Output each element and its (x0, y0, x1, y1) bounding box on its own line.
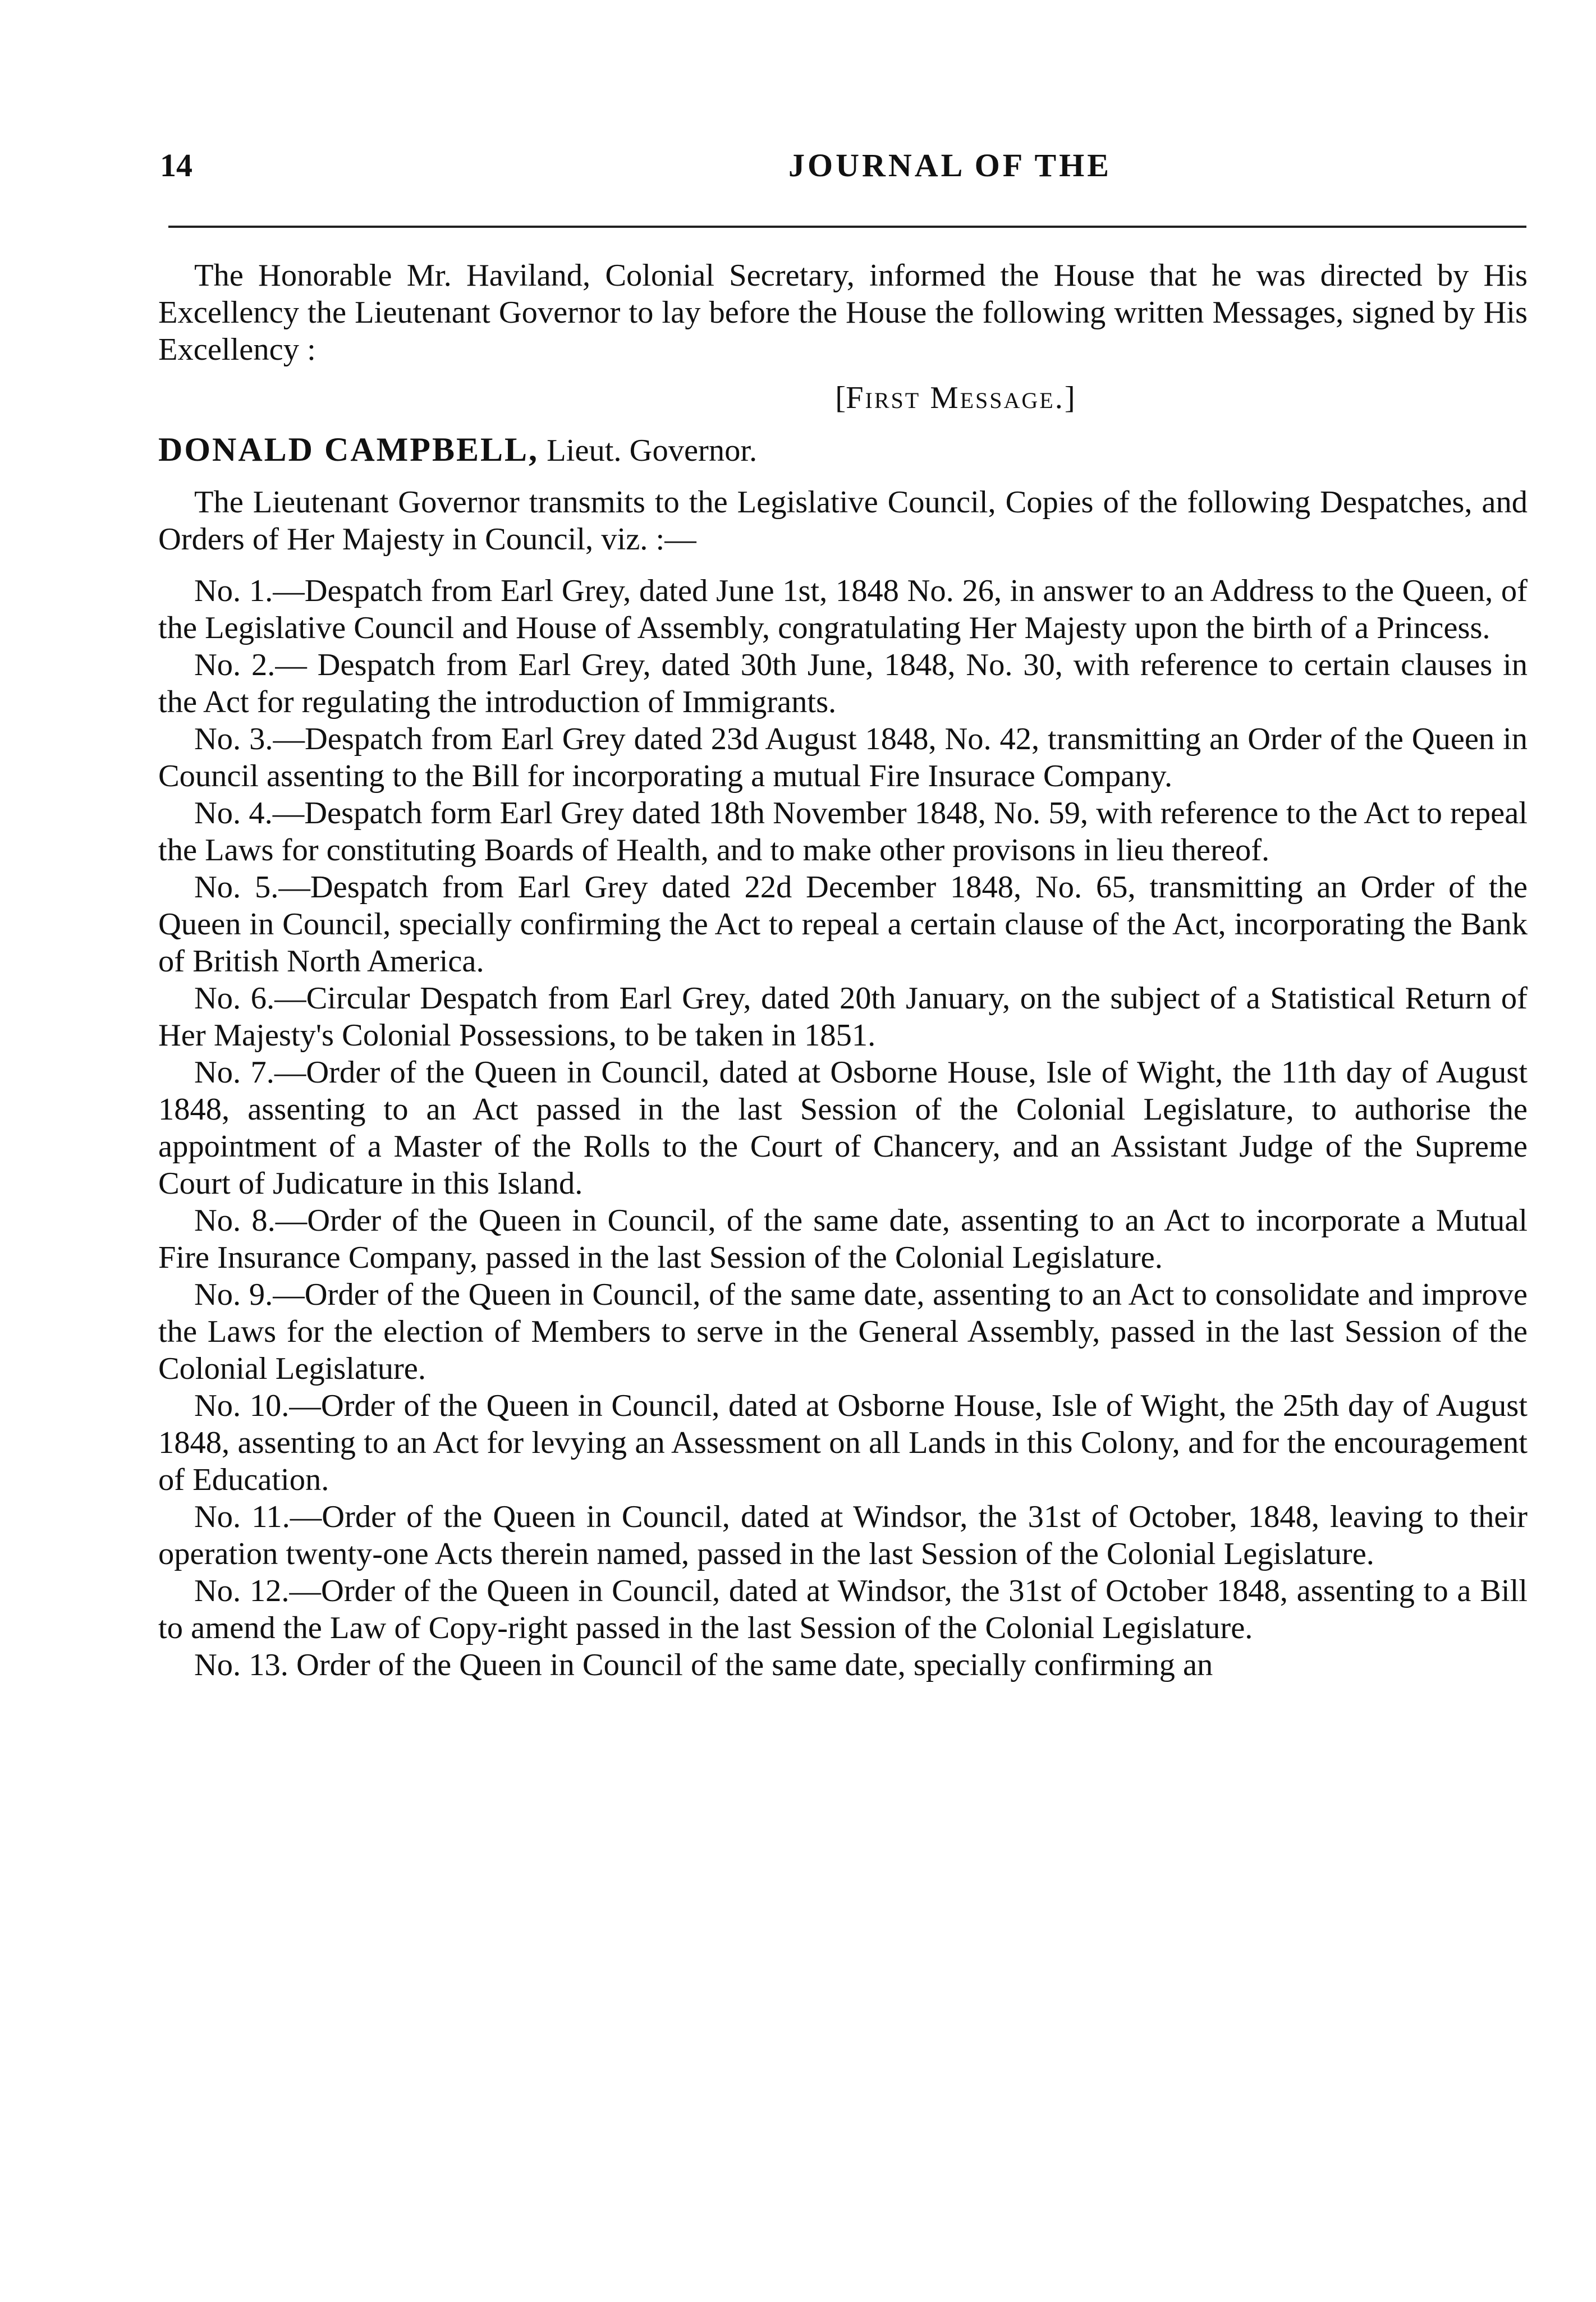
list-item: No. 1.—Despatch from Earl Grey, dated June 1st, 1848 No. 26, in answer to an Address to the Queen, of the Legislative Council and House of Assembly, congratulating Her Majesty upon the birth of a Princess. (158, 574, 1528, 645)
body-text (158, 257, 1528, 1684)
page-number: 14 (160, 147, 192, 184)
list-item: No. 13. Order of the Queen in Council of the same date, specially confirming an (194, 1648, 1213, 1682)
list-item: No. 5.—Despatch from Earl Grey dated 22d December 1848, No. 65, transmitting an Order of the Queen in Council, specially confirming the Act to repeal a certain clause of the Act, incorporating the Bank of British North America. (158, 870, 1528, 979)
running-head (160, 143, 1529, 188)
list-item: No. 6.—Circular Despatch from Earl Grey, dated 20th January, on the subject of a Statistical Return of Her Majesty's Colonial Possessions, to be taken in 1851. (158, 981, 1528, 1053)
list-item: No. 12.—Order of the Queen in Council, dated at Windsor, the 31st of October 1848, assenting to a Bill to amend the Law of Copy-right passed in the last Session of the Colonial Legislature. (158, 1574, 1528, 1645)
message-heading-close-bracket: ] (1064, 380, 1075, 415)
signature-title: Lieut. Governor. (547, 433, 758, 468)
list-item: No. 10.—Order of the Queen in Council, dated at Osborne House, Isle of Wight, the 25th day of August 1848, assenting to an Act for levying an Assessment on all Lands in this Colony, and for the encouragement of Education. (158, 1388, 1528, 1497)
list-item: No. 7.—Order of the Queen in Council, dated at Osborne House, Isle of Wight, the 11th day of August 1848, assenting to an Act passed in the last Session of the Colonial Legislature, to authorise the appointment of a Master of the Rolls to the Court of Chancery, and an Assistant Judge of the Supreme Court of Judicature in this Island. (158, 1055, 1528, 1201)
transmittal-paragraph: The Lieutenant Governor transmits to the Legislative Council, Copies of the following Despatches, and Orders of Her Majesty in Council, viz. :— (158, 485, 1528, 557)
list-item: No. 2.— Despatch from Earl Grey, dated 30th June, 1848, No. 30, with reference to certain clauses in the Act for regulating the introduction of Immigrants. (158, 648, 1528, 719)
list-item: No. 8.—Order of the Queen in Council, of the same date, assenting to an Act to incorporate a Mutual Fire Insurance Company, passed in the last Session of the Colonial Legislature. (158, 1203, 1528, 1275)
signature-name: DONALD CAMPBELL, (158, 431, 539, 468)
list-item: No. 11.—Order of the Queen in Council, dated at Windsor, the 31st of October, 1848, leaving to their operation twenty-one Acts therein named, passed in the last Session of the Colonial Legislature. (158, 1499, 1528, 1571)
signature-line (158, 431, 1528, 469)
message-heading-open-bracket: [ (835, 380, 846, 415)
header-rule (168, 226, 1526, 228)
message-heading-label: First Message. (846, 380, 1065, 415)
list-item: No. 4.—Despatch form Earl Grey dated 18th November 1848, No. 59, with reference to the Act to repeal the Laws for constituting Boards of Health, and to make other provisons in lieu thereof. (158, 796, 1528, 868)
running-title: JOURNAL OF THE (788, 147, 1112, 184)
list-item: No. 9.—Order of the Queen in Council, of the same date, assenting to an Act to consolidate and improve the Laws for the election of Members to serve in the General Assembly, passed in the last Session of the Colonial Legislature. (158, 1277, 1528, 1386)
message-heading (158, 379, 1528, 416)
list-item: No. 3.—Despatch from Earl Grey dated 23d August 1848, No. 42, transmitting an Order of the Queen in Council assenting to the Bill for incorporating a mutual Fire Insurace Company. (158, 722, 1528, 794)
intro-paragraph: The Honorable Mr. Haviland, Colonial Secretary, informed the House that he was directed by His Excellency the Lieutenant Governor to lay before the House the following written Messages, signed by His Excellency : (158, 258, 1528, 367)
